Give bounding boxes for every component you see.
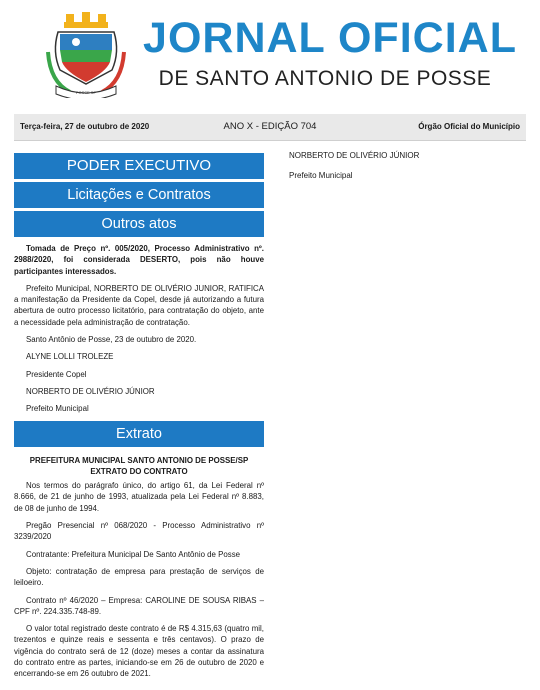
signatory-role-1: Presidente Copel xyxy=(26,369,87,379)
outros-atos-paragraph-1: Tomada de Preço nº. 005/2020, Processo Administrativo nº. 2988/2020, foi considerada DESERTO, pois não houve participantes interessados. xyxy=(14,244,264,276)
section-banner-extrato: Extrato xyxy=(14,421,264,447)
section-banner-outros-atos: Outros atos xyxy=(14,211,264,237)
right-signatory-role: Prefeito Municipal xyxy=(289,171,353,180)
municipal-crest-icon xyxy=(46,12,126,98)
official-organ-label: Órgão Oficial do Município xyxy=(418,122,520,131)
edition-date: Terça-feira, 27 de outubro de 2020 xyxy=(20,122,150,131)
outros-atos-paragraph-2: Prefeito Municipal, NORBERTO DE OLIVÉRIO JUNIOR, RATIFICA a manifestação da Presidente da Copel, desde já autorizando a futura abertura de outro processo licitatório, para contratação do objeto, ante a necessidade pela administração de contratação. xyxy=(14,283,264,327)
crest-ribbon-text: POSSE SP xyxy=(75,90,97,95)
extrato-paragraph-4: Objeto: contratação de empresa para prestação de serviços de leiloeiro. xyxy=(14,566,264,588)
outros-atos-date: Santo Antônio de Posse, 23 de outubro de 2020. xyxy=(26,335,197,345)
newspaper-title: JORNAL OFICIAL xyxy=(143,14,517,62)
newspaper-subtitle: DE SANTO ANTONIO DE POSSE xyxy=(158,67,492,90)
extrato-heading-1: PREFEITURA MUNICIPAL SANTO ANTONIO DE POSSE/SP xyxy=(29,455,249,465)
signatory-name-2: NORBERTO DE OLIVÉRIO JÚNIOR xyxy=(26,386,155,396)
extrato-paragraph-1: Nos termos do parágrafo único, do artigo 61, da Lei Federal nº 8.666, de 21 de junho de 1993, atualizada pela Lei Federal nº 8.883, de 08 de junho de 1994. xyxy=(14,481,264,513)
section-banner-licitacoes: Licitações e Contratos xyxy=(14,182,264,208)
right-signatory-name: NORBERTO DE OLIVÉRIO JÚNIOR xyxy=(289,151,420,160)
right-column xyxy=(289,150,519,190)
extrato-heading-2: EXTRATO DO CONTRATO xyxy=(90,466,188,476)
edition-number: ANO X - EDIÇÃO 704 xyxy=(223,121,317,132)
left-column xyxy=(14,153,264,686)
extrato-paragraph-6: O valor total registrado deste contrato é de R$ 4.315,63 (quatro mil, trezentos e quinze reais e sessenta e três centavos). O prazo de vigência do contrato será de 12 (doze) meses a contar da assinatura do contrato entre as partes, iniciando-se em 26 de outubro de 2020 e encerrando-se em 26 outubro de 2021. xyxy=(14,624,264,679)
section-banner-poder-executivo: PODER EXECUTIVO xyxy=(14,153,264,179)
signatory-name-1: ALYNE LOLLI TROLEZE xyxy=(26,352,114,362)
signatory-role-2: Prefeito Municipal xyxy=(26,404,89,414)
extrato-paragraph-2: Pregão Presencial nº 068/2020 - Processo Administrativo nº 3239/2020 xyxy=(14,521,264,542)
edition-info-bar xyxy=(14,114,526,141)
extrato-paragraph-3: Contratante: Prefeitura Municipal De Santo Antônio de Posse xyxy=(26,549,241,559)
masthead xyxy=(0,0,540,112)
extrato-paragraph-5: Contrato nº 46/2020 – Empresa: CAROLINE DE SOUSA RIBAS – CPF nº. 224.335.748-89. xyxy=(14,595,264,616)
